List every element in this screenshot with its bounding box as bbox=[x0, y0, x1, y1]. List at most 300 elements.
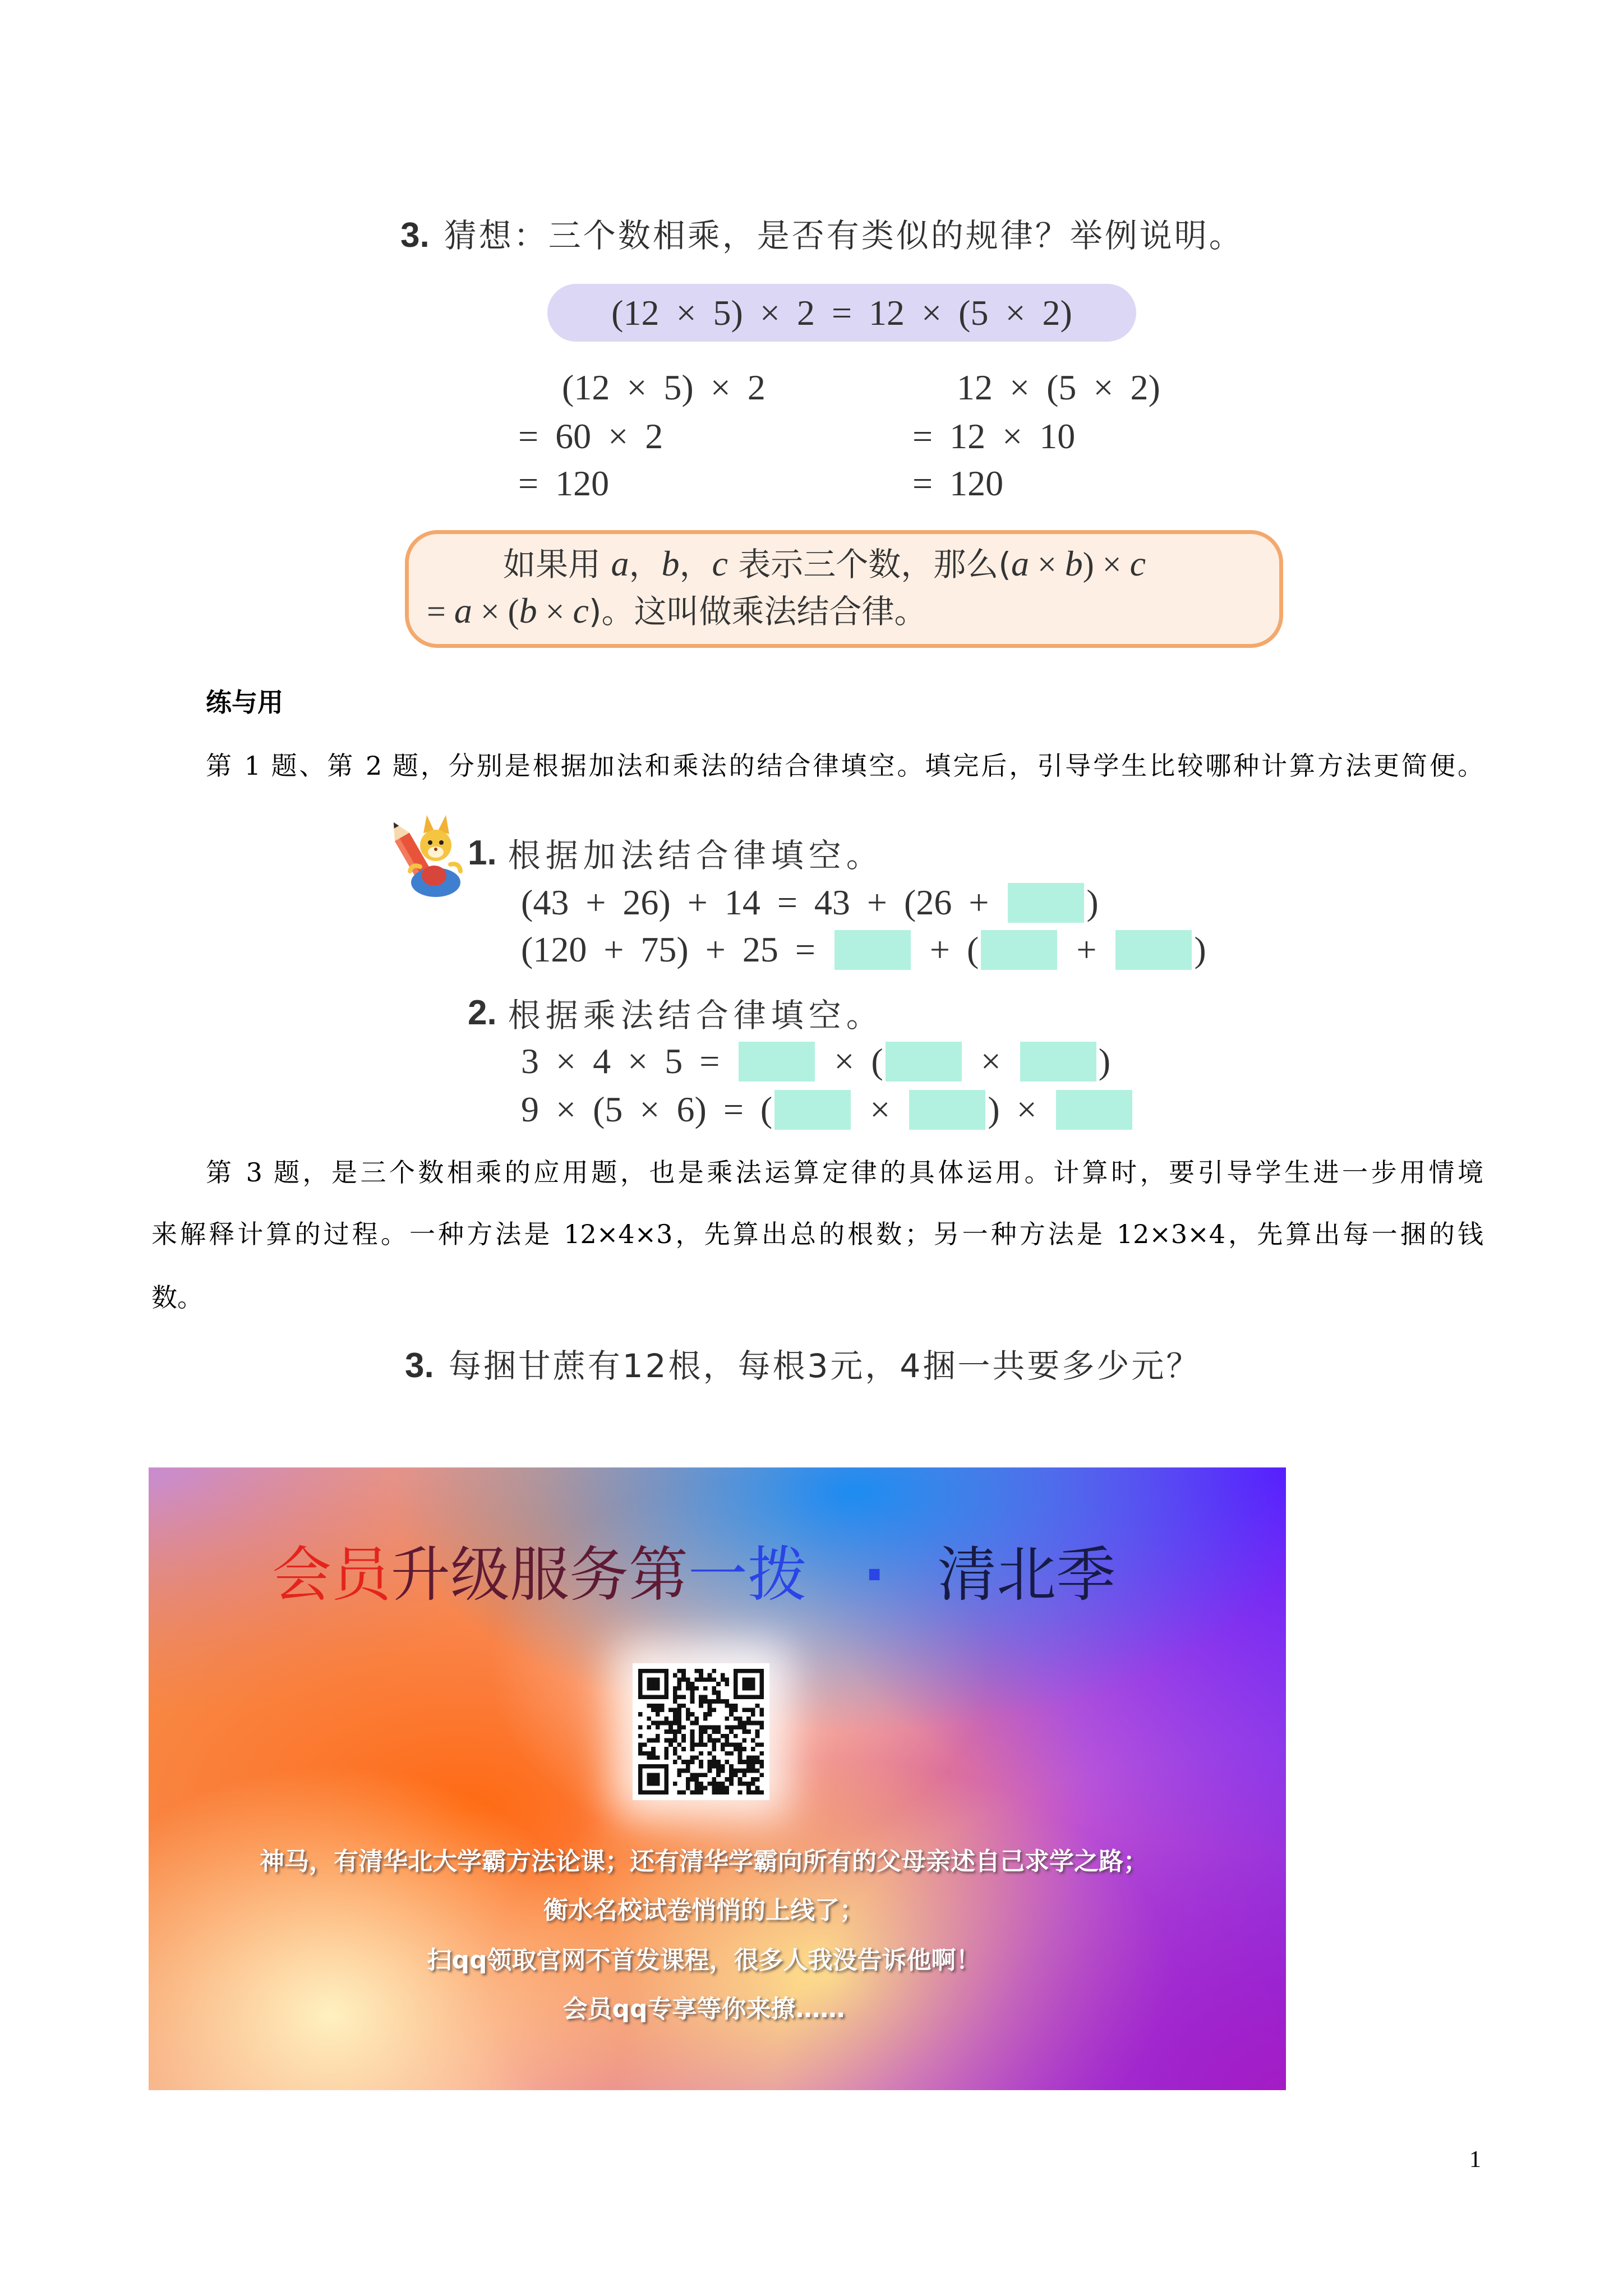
answer-blank-box bbox=[1056, 1090, 1132, 1130]
qr-module bbox=[681, 1695, 686, 1699]
qr-module bbox=[660, 1721, 665, 1726]
answer-blank-box bbox=[981, 930, 1057, 970]
qr-module bbox=[651, 1677, 656, 1682]
qr-module bbox=[708, 1760, 712, 1764]
qr-module bbox=[677, 1721, 682, 1726]
qr-module bbox=[668, 1738, 673, 1743]
banner-text-line-3: 扫qq领取官网不首发课程，很多人我没告诉他啊！ bbox=[427, 1946, 981, 1975]
qr-module bbox=[708, 1704, 712, 1708]
qr-module bbox=[712, 1786, 716, 1791]
qr-module bbox=[751, 1682, 755, 1686]
qr-module bbox=[638, 1742, 643, 1747]
qr-module bbox=[690, 1773, 695, 1777]
qr-module bbox=[656, 1708, 660, 1713]
qr-module bbox=[712, 1669, 716, 1673]
qr-module bbox=[647, 1738, 651, 1743]
qr-module bbox=[699, 1669, 703, 1673]
qr-module bbox=[712, 1764, 716, 1769]
qr-module bbox=[673, 1782, 677, 1786]
qr-module bbox=[664, 1777, 668, 1782]
qr-module bbox=[742, 1708, 746, 1713]
qr-module bbox=[755, 1760, 760, 1764]
exercise-1-title bbox=[468, 833, 884, 875]
qr-module bbox=[699, 1729, 703, 1734]
qr-module bbox=[759, 1677, 764, 1682]
qr-module bbox=[686, 1760, 690, 1764]
banner-text-line-4: 会员qq专享等你来撩…… bbox=[562, 1995, 845, 2023]
qr-module bbox=[686, 1764, 690, 1769]
qr-module bbox=[746, 1677, 751, 1682]
qr-module bbox=[651, 1747, 656, 1751]
qr-module bbox=[716, 1769, 721, 1773]
qr-module bbox=[677, 1695, 682, 1699]
qr-module bbox=[643, 1695, 647, 1699]
qr-module bbox=[690, 1742, 695, 1747]
qr-module bbox=[651, 1773, 656, 1777]
qr-module bbox=[725, 1725, 729, 1729]
qr-module bbox=[690, 1712, 695, 1717]
qr-module bbox=[647, 1764, 651, 1769]
left-step-2: = 60 × 2 bbox=[518, 416, 663, 456]
qr-module bbox=[638, 1695, 643, 1699]
rule-line-1 bbox=[503, 546, 1146, 582]
qr-module bbox=[664, 1790, 668, 1795]
qr-module bbox=[738, 1769, 743, 1773]
left-step-3: = 120 bbox=[518, 463, 610, 503]
qr-module bbox=[681, 1760, 686, 1764]
qr-module bbox=[638, 1669, 643, 1673]
qr-module bbox=[716, 1691, 721, 1695]
qr-module bbox=[660, 1708, 665, 1713]
qr-module bbox=[681, 1747, 686, 1751]
qr-module bbox=[638, 1712, 643, 1717]
qr-module bbox=[699, 1695, 703, 1699]
qr-module bbox=[703, 1695, 708, 1699]
qr-module bbox=[734, 1725, 738, 1729]
qr-module bbox=[759, 1691, 764, 1695]
qr-module bbox=[681, 1677, 686, 1682]
qr-module bbox=[664, 1782, 668, 1786]
qr-module bbox=[656, 1721, 660, 1726]
expression-text: ) × bbox=[988, 1089, 1054, 1129]
qr-module bbox=[734, 1704, 738, 1708]
qr-module bbox=[664, 1738, 668, 1743]
qr-module bbox=[712, 1755, 716, 1760]
qr-module bbox=[734, 1669, 738, 1673]
qr-module bbox=[746, 1790, 751, 1795]
qr-module bbox=[664, 1786, 668, 1791]
qr-module bbox=[638, 1790, 643, 1795]
qr-module bbox=[716, 1786, 721, 1791]
qr-module bbox=[712, 1677, 716, 1682]
qr-module bbox=[686, 1782, 690, 1786]
qr-module bbox=[694, 1790, 699, 1795]
qr-module bbox=[694, 1677, 699, 1682]
qr-module bbox=[660, 1790, 665, 1795]
qr-module bbox=[681, 1669, 686, 1673]
qr-module bbox=[647, 1686, 651, 1691]
qr-module bbox=[656, 1712, 660, 1717]
qr-module bbox=[656, 1686, 660, 1691]
qr-module bbox=[651, 1682, 656, 1686]
qr-module bbox=[712, 1747, 716, 1751]
rule-line-2 bbox=[427, 593, 927, 629]
qr-module bbox=[729, 1769, 734, 1773]
qr-module bbox=[690, 1721, 695, 1726]
qr-module bbox=[708, 1712, 712, 1717]
qr-module bbox=[738, 1760, 743, 1764]
qr-module bbox=[738, 1717, 743, 1721]
variable-b: b bbox=[661, 544, 680, 583]
textbook-figure-associative-law bbox=[353, 202, 1295, 662]
qr-module bbox=[746, 1682, 751, 1686]
qr-module bbox=[751, 1769, 755, 1773]
qr-module bbox=[664, 1717, 668, 1721]
qr-module bbox=[647, 1751, 651, 1756]
qr-module bbox=[686, 1712, 690, 1717]
qr-module bbox=[673, 1712, 677, 1717]
qr-module bbox=[751, 1760, 755, 1764]
qr-module bbox=[738, 1669, 743, 1673]
exercise-1-line-1 bbox=[521, 882, 1099, 923]
qr-module bbox=[699, 1782, 703, 1786]
qr-module bbox=[703, 1729, 708, 1734]
expression-text: + bbox=[1059, 930, 1114, 969]
qr-module bbox=[651, 1755, 656, 1760]
qr-module bbox=[716, 1760, 721, 1764]
qr-module bbox=[664, 1721, 668, 1726]
qr-module bbox=[703, 1742, 708, 1747]
qr-module bbox=[703, 1686, 708, 1691]
qr-module bbox=[677, 1682, 682, 1686]
qr-module bbox=[694, 1777, 699, 1782]
qr-module bbox=[725, 1786, 729, 1791]
qr-module bbox=[690, 1691, 695, 1695]
qr-module bbox=[690, 1738, 695, 1743]
qr-module bbox=[734, 1695, 738, 1699]
qr-module bbox=[729, 1725, 734, 1729]
qr-module bbox=[738, 1755, 743, 1760]
qr-module bbox=[734, 1742, 738, 1747]
qr-module bbox=[755, 1769, 760, 1773]
qr-module bbox=[656, 1790, 660, 1795]
qr-module bbox=[716, 1773, 721, 1777]
qr-module bbox=[686, 1682, 690, 1686]
qr-module bbox=[746, 1708, 751, 1713]
qr-module bbox=[751, 1686, 755, 1691]
qr-module bbox=[694, 1755, 699, 1760]
qr-module bbox=[759, 1712, 764, 1717]
qr-module bbox=[651, 1721, 656, 1726]
qr-module bbox=[703, 1712, 708, 1717]
qr-module bbox=[677, 1725, 682, 1729]
qr-module bbox=[734, 1691, 738, 1695]
variable-a: a bbox=[611, 544, 629, 583]
qr-module bbox=[729, 1773, 734, 1777]
qr-module bbox=[729, 1708, 734, 1713]
qr-module bbox=[708, 1708, 712, 1713]
qr-module bbox=[738, 1782, 743, 1786]
banner-title-part: 会员 bbox=[272, 1540, 391, 1609]
qr-module bbox=[664, 1686, 668, 1691]
qr-module bbox=[656, 1695, 660, 1699]
qr-module bbox=[725, 1734, 729, 1738]
qr-module bbox=[712, 1699, 716, 1704]
qr-module bbox=[699, 1790, 703, 1795]
qr-module bbox=[755, 1695, 760, 1699]
qr-module bbox=[686, 1677, 690, 1682]
banner-title-part: 一拨 bbox=[688, 1540, 807, 1609]
qr-module bbox=[677, 1717, 682, 1721]
qr-module bbox=[656, 1755, 660, 1760]
qr-module bbox=[694, 1721, 699, 1726]
qr-module bbox=[734, 1708, 738, 1713]
question-number: 3. bbox=[405, 1346, 434, 1385]
qr-module bbox=[742, 1695, 746, 1699]
qr-module bbox=[677, 1704, 682, 1708]
qr-module bbox=[759, 1742, 764, 1747]
expression-text: 3 × 4 × 5 = bbox=[521, 1041, 737, 1081]
qr-module bbox=[734, 1747, 738, 1751]
qr-module bbox=[699, 1738, 703, 1743]
qr-module bbox=[686, 1786, 690, 1791]
qr-module bbox=[703, 1699, 708, 1704]
qr-module bbox=[668, 1708, 673, 1713]
qr-module bbox=[712, 1691, 716, 1695]
qr-module bbox=[647, 1677, 651, 1682]
qr-module bbox=[638, 1773, 643, 1777]
qr-module bbox=[725, 1699, 729, 1704]
qr-module bbox=[694, 1786, 699, 1791]
qr-module bbox=[647, 1755, 651, 1760]
qr-module bbox=[742, 1738, 746, 1743]
qr-module bbox=[651, 1738, 656, 1743]
question-text: 每捆甘蔗有12根，每根3元，4捆一共要多少元？ bbox=[448, 1347, 1201, 1385]
qr-module bbox=[759, 1695, 764, 1699]
qr-module bbox=[721, 1673, 725, 1678]
qr-module bbox=[673, 1721, 677, 1726]
answer-blank-box bbox=[1008, 883, 1084, 923]
qr-module bbox=[721, 1677, 725, 1682]
variable-b: b bbox=[519, 591, 537, 631]
qr-module bbox=[638, 1686, 643, 1691]
qr-module bbox=[759, 1669, 764, 1673]
banner-title-part: 清北季 bbox=[937, 1540, 1116, 1609]
expression-text: × ( bbox=[817, 1041, 883, 1081]
qr-module bbox=[673, 1760, 677, 1764]
qr-module bbox=[647, 1669, 651, 1673]
qr-module bbox=[703, 1725, 708, 1729]
qr-module bbox=[721, 1790, 725, 1795]
qr-module bbox=[690, 1755, 695, 1760]
qr-module bbox=[746, 1729, 751, 1734]
qr-module bbox=[734, 1673, 738, 1678]
qr-module bbox=[716, 1729, 721, 1734]
qr-module bbox=[656, 1677, 660, 1682]
qr-module bbox=[721, 1742, 725, 1747]
answer-blank-box bbox=[909, 1090, 985, 1130]
qr-module bbox=[759, 1764, 764, 1769]
variable-a: a bbox=[1011, 544, 1029, 583]
qr-module bbox=[729, 1742, 734, 1747]
qr-module bbox=[729, 1782, 734, 1786]
answer-blank-box bbox=[834, 930, 911, 970]
qr-module bbox=[690, 1734, 695, 1738]
qr-module bbox=[673, 1717, 677, 1721]
qr-module bbox=[664, 1773, 668, 1777]
qr-module bbox=[681, 1673, 686, 1678]
qr-module bbox=[656, 1738, 660, 1743]
qr-module bbox=[751, 1790, 755, 1795]
qr-module bbox=[686, 1708, 690, 1713]
qr-module bbox=[651, 1777, 656, 1782]
qr-module bbox=[656, 1782, 660, 1786]
expression-text: ) bbox=[1098, 1041, 1111, 1081]
qr-module bbox=[643, 1764, 647, 1769]
qr-module bbox=[664, 1691, 668, 1695]
right-step-3: = 120 bbox=[912, 463, 1004, 503]
qr-module bbox=[677, 1686, 682, 1691]
qr-module bbox=[673, 1686, 677, 1691]
qr-module bbox=[751, 1677, 755, 1682]
qr-module bbox=[647, 1790, 651, 1795]
qr-module bbox=[751, 1764, 755, 1769]
answer-blank-box bbox=[1020, 1042, 1096, 1082]
qr-module bbox=[677, 1708, 682, 1713]
qr-module bbox=[729, 1712, 734, 1717]
paragraph-2-line-3: 数。 bbox=[151, 1282, 203, 1313]
qr-module bbox=[712, 1742, 716, 1747]
qr-module bbox=[638, 1786, 643, 1791]
expression-text: ) bbox=[1086, 882, 1099, 922]
variable-c: c bbox=[1129, 544, 1146, 583]
qr-module bbox=[712, 1738, 716, 1743]
qr-module bbox=[673, 1751, 677, 1756]
rule-text: ， bbox=[629, 545, 662, 583]
qr-module bbox=[686, 1777, 690, 1782]
qr-module bbox=[643, 1669, 647, 1673]
paragraph-2-line-2: 来解释计算的过程。一种方法是 12×4×3，先算出总的根数；另一种方法是 12×3×4，先算出每一捆的钱 bbox=[151, 1219, 1483, 1249]
qr-module bbox=[716, 1738, 721, 1743]
qr-module bbox=[647, 1682, 651, 1686]
qr-module bbox=[734, 1686, 738, 1691]
rule-operator: ) × bbox=[1082, 546, 1130, 583]
qr-module bbox=[681, 1704, 686, 1708]
qr-module bbox=[759, 1673, 764, 1678]
expression-text: × bbox=[853, 1089, 907, 1129]
exercise-2-title bbox=[468, 993, 884, 1034]
qr-module bbox=[708, 1738, 712, 1743]
qr-module bbox=[699, 1699, 703, 1704]
qr-module bbox=[656, 1777, 660, 1782]
qr-module bbox=[721, 1782, 725, 1786]
qr-module bbox=[638, 1782, 643, 1786]
qr-module bbox=[699, 1764, 703, 1769]
qr-module bbox=[677, 1790, 682, 1795]
qr-module bbox=[746, 1755, 751, 1760]
textbook-figure-exercises bbox=[380, 802, 1295, 1133]
qr-module bbox=[699, 1734, 703, 1738]
qr-module bbox=[664, 1755, 668, 1760]
qr-module bbox=[751, 1755, 755, 1760]
banner-text-line-2: 衡水名校试卷悄悄的上线了； bbox=[543, 1896, 864, 1925]
qr-module bbox=[725, 1742, 729, 1747]
qr-module bbox=[638, 1777, 643, 1782]
qr-module bbox=[656, 1704, 660, 1708]
qr-module bbox=[664, 1729, 668, 1734]
variable-a: a bbox=[454, 591, 472, 631]
expression-text: (43 + 26) + 14 = 43 + (26 + bbox=[521, 882, 1006, 922]
qr-module bbox=[712, 1686, 716, 1691]
equation-banner bbox=[547, 284, 1136, 342]
qr-module bbox=[677, 1677, 682, 1682]
qr-module bbox=[738, 1742, 743, 1747]
qr-module bbox=[647, 1695, 651, 1699]
qr-module bbox=[647, 1725, 651, 1729]
qr-module bbox=[656, 1764, 660, 1769]
qr-module bbox=[708, 1769, 712, 1773]
qr-module bbox=[716, 1682, 721, 1686]
qr-module bbox=[681, 1734, 686, 1738]
qr-module bbox=[690, 1695, 695, 1699]
rule-operator: = bbox=[427, 593, 454, 630]
equation-text: (12 × 5) × 2 = 12 × (5 × 2) bbox=[611, 292, 1072, 333]
variable-c: c bbox=[712, 544, 728, 583]
qr-module bbox=[712, 1729, 716, 1734]
qr-module bbox=[638, 1725, 643, 1729]
qr-module bbox=[651, 1751, 656, 1756]
expression-text: + ( bbox=[912, 930, 979, 969]
qr-module bbox=[721, 1764, 725, 1769]
qr-module bbox=[668, 1721, 673, 1726]
qr-module bbox=[664, 1677, 668, 1682]
rule-callout-box bbox=[405, 530, 1283, 648]
qr-module bbox=[721, 1769, 725, 1773]
qr-module bbox=[651, 1764, 656, 1769]
rule-text: ， bbox=[679, 545, 712, 583]
qr-module bbox=[755, 1755, 760, 1760]
qr-module bbox=[755, 1729, 760, 1734]
qr-module bbox=[729, 1764, 734, 1769]
qr-module bbox=[677, 1669, 682, 1673]
qr-module bbox=[690, 1777, 695, 1782]
qr-module bbox=[656, 1682, 660, 1686]
rule-text: )。这叫做乘法结合律。 bbox=[588, 592, 927, 631]
question-text: 根据乘法结合律填空。 bbox=[508, 996, 884, 1034]
qr-module bbox=[755, 1669, 760, 1673]
qr-module bbox=[703, 1677, 708, 1682]
qr-module bbox=[742, 1769, 746, 1773]
qr-module bbox=[699, 1760, 703, 1764]
qr-module bbox=[742, 1760, 746, 1764]
qr-module bbox=[643, 1790, 647, 1795]
expression-text: × bbox=[963, 1041, 1018, 1081]
qr-module bbox=[681, 1738, 686, 1743]
qr-module bbox=[708, 1751, 712, 1756]
qr-module bbox=[677, 1729, 682, 1734]
qr-module bbox=[703, 1717, 708, 1721]
banner-title-part: 升级服务第 bbox=[391, 1540, 688, 1609]
qr-module bbox=[651, 1704, 656, 1708]
qr-module bbox=[755, 1742, 760, 1747]
qr-module bbox=[751, 1782, 755, 1786]
qr-module bbox=[742, 1782, 746, 1786]
qr-module bbox=[712, 1790, 716, 1795]
qr-module bbox=[746, 1695, 751, 1699]
qr-module bbox=[742, 1725, 746, 1729]
qr-module bbox=[694, 1773, 699, 1777]
rule-operator: × bbox=[537, 593, 573, 630]
